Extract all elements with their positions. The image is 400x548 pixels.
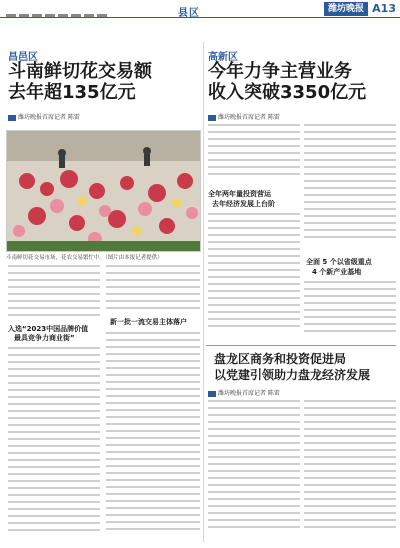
paper-logo-icon [208,391,216,397]
paper-logo-icon [8,115,16,121]
right-headline-1: 今年力争主营业务 [208,61,352,82]
section-name: 县区 [178,8,200,19]
bottom-body-text-1 [208,400,300,542]
bottom-byline [208,388,280,397]
page-number: A13 [372,2,396,15]
header-bar [0,0,400,18]
right-subhead-1: 全年两年量投资营运 [208,190,271,198]
page-header [0,0,400,40]
left-byline-text: 潍坊晚报首席记者 陈雷 [18,114,80,121]
masthead: 潍坊晚报 [324,2,368,16]
bottom-headline-2: 以党建引领助力盘龙经济发展 [214,368,371,382]
article-divider [206,345,396,346]
right-subhead-3: 全面 5 个以省级重点 [306,258,372,266]
left-body-text-1 [8,265,100,320]
right-subhead-2: 去年经济发展上台阶 [212,200,275,208]
right-subhead-4: 4 个新产业基地 [312,268,362,276]
left-kicker: 昌邑区 [8,52,38,63]
right-headline-2: 收入突破3350亿元 [208,82,367,103]
right-byline [208,112,280,121]
paper-logo-icon [208,115,216,121]
left-subhead-1: 入选“2023中国品牌价值 [8,325,89,333]
right-byline-text: 潍坊晚报首席记者 陈雷 [218,114,280,121]
photo-caption: 斗南鲜切花交易市场，花农交易繁忙中。（图片由本报记者提供） [6,255,163,261]
right-body-text-4 [304,281,396,341]
right-body-text-2 [208,213,300,341]
right-body-text-1 [208,124,300,184]
bottom-byline-text: 潍坊晚报首席记者 陈雷 [218,390,280,397]
flower-market-photo [6,130,201,252]
bottom-headline-1: 盘龙区商务和投资促进局 [214,352,347,366]
left-subhead-2: 最具竞争力商业街” [14,334,75,342]
right-body-text-3 [304,124,396,254]
flower-market-illustration [7,131,201,252]
left-body-text-2 [8,347,100,542]
left-body-text-3 [106,265,200,313]
left-byline [8,112,80,121]
right-kicker: 高新区 [208,52,238,63]
bottom-body-text-2 [304,400,396,542]
left-headline-1: 斗南鲜切花交易额 [8,61,152,82]
column-divider [203,42,204,542]
left-subhead-3: 新一批一流交易主体落户 [110,318,187,326]
left-headline-2: 去年超135亿元 [8,82,136,103]
left-body-text-4 [106,332,200,542]
header-meta [6,5,156,12]
